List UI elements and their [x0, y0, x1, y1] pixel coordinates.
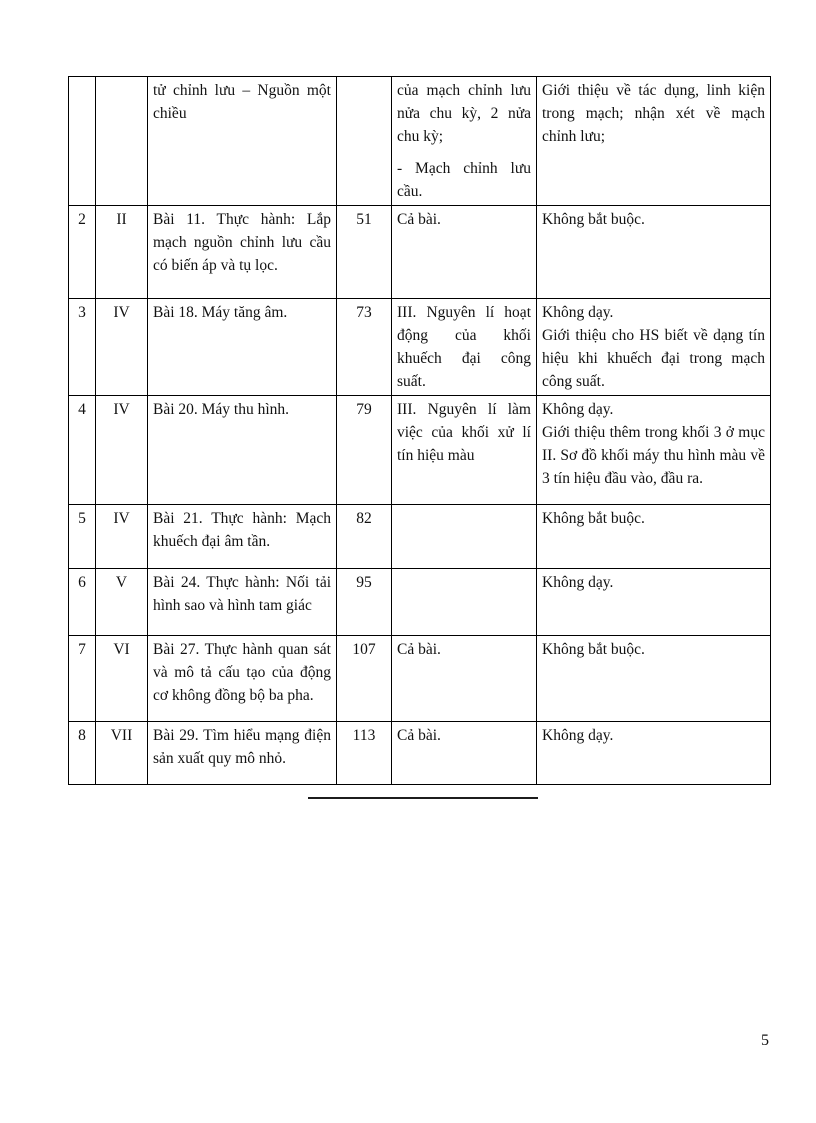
chapter-cell: VI	[96, 636, 148, 722]
table-row	[69, 77, 771, 206]
curriculum-table	[68, 76, 771, 785]
content-cell	[392, 569, 537, 636]
lesson-cell	[148, 396, 337, 505]
stt-cell: 5	[69, 505, 96, 569]
page-number-cell	[337, 77, 392, 206]
note-cell	[537, 396, 771, 505]
page-number-cell: 113	[337, 722, 392, 785]
lesson-cell	[148, 206, 337, 299]
footer-divider-line	[308, 797, 538, 799]
note-paragraph: Không bắt buộc.	[542, 510, 645, 527]
chapter-cell	[96, 77, 148, 206]
stt-cell: 8	[69, 722, 96, 785]
stt-cell: 3	[69, 299, 96, 396]
lesson-cell	[148, 299, 337, 396]
page-number: 5	[761, 1032, 769, 1049]
note-cell	[537, 206, 771, 299]
stt-cell: 6	[69, 569, 96, 636]
note-cell	[537, 722, 771, 785]
note-paragraph: Không dạy.	[542, 574, 614, 591]
table-row	[69, 206, 771, 299]
lesson-cell	[148, 569, 337, 636]
chapter-cell: VII	[96, 722, 148, 785]
note-cell	[537, 505, 771, 569]
page-number-cell: 107	[337, 636, 392, 722]
chapter-cell: IV	[96, 299, 148, 396]
lesson-cell	[148, 505, 337, 569]
lesson-text: Bài 20. Máy thu hình.	[153, 401, 290, 418]
lesson-text: Bài 11. Thực hành: Lắp mạch nguồn chỉnh lưu cầu có biến áp và tụ lọc.	[153, 211, 331, 274]
content-cell	[392, 77, 537, 206]
content-paragraph: Cả bài.	[397, 727, 441, 744]
lesson-text: Bài 18. Máy tăng âm.	[153, 304, 288, 321]
note-cell	[537, 569, 771, 636]
page-number-cell: 82	[337, 505, 392, 569]
lesson-cell	[148, 636, 337, 722]
table-row	[69, 636, 771, 722]
note-paragraph: Không dạy.	[542, 304, 614, 321]
page-number-cell: 51	[337, 206, 392, 299]
page-number-cell: 95	[337, 569, 392, 636]
stt-cell	[69, 77, 96, 206]
table-row	[69, 722, 771, 785]
note-paragraph: Không bắt buộc.	[542, 641, 645, 658]
stt-cell: 7	[69, 636, 96, 722]
content-paragraph: III. Nguyên lí làm việc của khối xử lí tín hiệu màu	[397, 401, 531, 464]
lesson-cell	[148, 77, 337, 206]
lesson-text: tử chỉnh lưu – Nguồn một chiều	[153, 82, 331, 122]
lesson-cell	[148, 722, 337, 785]
note-paragraph: Không bắt buộc.	[542, 211, 645, 228]
note-cell	[537, 299, 771, 396]
content-cell	[392, 299, 537, 396]
page-number-cell: 79	[337, 396, 392, 505]
page-number-cell: 73	[337, 299, 392, 396]
note-paragraph: Không dạy.	[542, 401, 614, 418]
stt-cell: 2	[69, 206, 96, 299]
content-paragraph: - Mạch chỉnh lưu cầu.	[397, 160, 531, 200]
chapter-cell: II	[96, 206, 148, 299]
content-paragraph: III. Nguyên lí hoạt động của khối khuếch đại công suất.	[397, 304, 531, 390]
note-paragraph: Giới thiệu về tác dụng, linh kiện trong mạch; nhận xét về mạch chỉnh lưu;	[542, 82, 765, 145]
chapter-cell: IV	[96, 396, 148, 505]
content-paragraph: của mạch chỉnh lưu nửa chu kỳ, 2 nửa chu kỳ;	[397, 82, 531, 145]
chapter-cell: IV	[96, 505, 148, 569]
chapter-cell: V	[96, 569, 148, 636]
content-cell	[392, 505, 537, 569]
content-paragraph: Cả bài.	[397, 211, 441, 228]
content-cell	[392, 636, 537, 722]
note-paragraph: Giới thiệu cho HS biết về dạng tín hiệu khi khuếch đại trong mạch công suất.	[542, 327, 765, 390]
lesson-text: Bài 29. Tìm hiểu mạng điện sản xuất quy mô nhỏ.	[153, 727, 331, 767]
table-row	[69, 396, 771, 505]
lesson-text: Bài 24. Thực hành: Nối tải hình sao và hình tam giác	[153, 574, 331, 614]
content-paragraph: Cả bài.	[397, 641, 441, 658]
lesson-text: Bài 27. Thực hành quan sát và mô tả cấu tạo của động cơ không đồng bộ ba pha.	[153, 641, 331, 704]
note-cell	[537, 77, 771, 206]
note-paragraph: Giới thiệu thêm trong khối 3 ở mục II. Sơ đồ khối máy thu hình màu về 3 tín hiệu đầu vào, đầu ra.	[542, 424, 765, 487]
table-row	[69, 505, 771, 569]
lesson-text: Bài 21. Thực hành: Mạch khuếch đại âm tần.	[153, 510, 331, 550]
content-cell	[392, 206, 537, 299]
note-paragraph: Không dạy.	[542, 727, 614, 744]
note-cell	[537, 636, 771, 722]
content-cell	[392, 722, 537, 785]
table-row	[69, 299, 771, 396]
content-cell	[392, 396, 537, 505]
stt-cell: 4	[69, 396, 96, 505]
table-row	[69, 569, 771, 636]
